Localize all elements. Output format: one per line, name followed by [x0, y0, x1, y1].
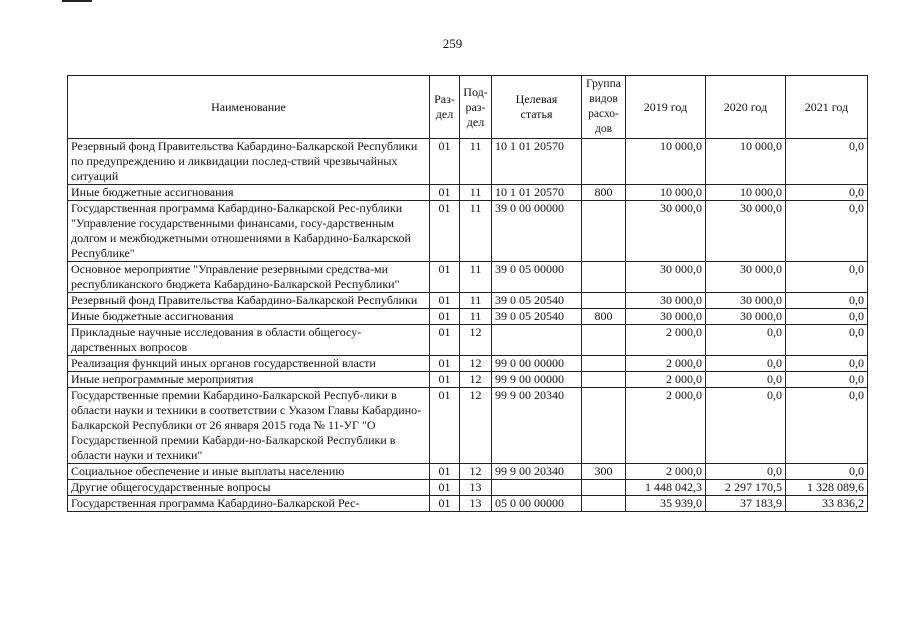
cell-target-article	[492, 325, 582, 356]
table-row	[68, 496, 868, 512]
cell-2019: 10 000,0	[626, 139, 706, 185]
cell-2020: 0,0	[706, 325, 786, 356]
cell-2019: 30 000,0	[626, 309, 706, 325]
cell-subsection: 11	[460, 185, 492, 201]
cell-target-article: 99 9 00 20340	[492, 464, 582, 480]
cell-2021: 33 836,2	[786, 496, 868, 512]
cell-2019: 10 000,0	[626, 185, 706, 201]
cell-subsection: 11	[460, 293, 492, 309]
cell-2021: 0,0	[786, 464, 868, 480]
cell-2021: 1 328 089,6	[786, 480, 868, 496]
cell-2021: 0,0	[786, 185, 868, 201]
cell-section: 01	[430, 139, 460, 185]
table-row	[68, 372, 868, 388]
cell-2021: 0,0	[786, 139, 868, 185]
cell-2021: 0,0	[786, 372, 868, 388]
cell-name: Государственная программа Кабардино-Балкарской Рес-	[68, 496, 430, 512]
cell-expense-group: 800	[582, 309, 626, 325]
cell-2019: 2 000,0	[626, 356, 706, 372]
header-2020: 2020 год	[706, 76, 786, 139]
table-row	[68, 480, 868, 496]
table-row	[68, 356, 868, 372]
cell-section: 01	[430, 464, 460, 480]
cell-expense-group	[582, 325, 626, 356]
cell-target-article: 05 0 00 00000	[492, 496, 582, 512]
cell-expense-group: 800	[582, 185, 626, 201]
cell-2021: 0,0	[786, 309, 868, 325]
cell-expense-group	[582, 356, 626, 372]
cell-target-article: 39 0 05 20540	[492, 309, 582, 325]
cell-2021: 0,0	[786, 388, 868, 464]
cell-name: Основное мероприятие "Управление резервными средства-ми республиканского бюджета Кабардино-Балкарской Республики"	[68, 262, 430, 293]
cell-target-article: 99 9 00 20340	[492, 388, 582, 464]
cell-2020: 30 000,0	[706, 309, 786, 325]
cell-expense-group	[582, 293, 626, 309]
cell-name: Иные непрограммные мероприятия	[68, 372, 430, 388]
header-section: Раз- дел	[430, 76, 460, 139]
page-number: 259	[442, 36, 463, 51]
header-2021: 2021 год	[786, 76, 868, 139]
budget-table	[67, 75, 868, 512]
cell-name: Прикладные научные исследования в области общегосу-дарственных вопросов	[68, 325, 430, 356]
table-row	[68, 262, 868, 293]
cell-2019: 35 939,0	[626, 496, 706, 512]
cell-section: 01	[430, 388, 460, 464]
table-body	[68, 139, 868, 512]
cell-expense-group	[582, 480, 626, 496]
cell-2021: 0,0	[786, 201, 868, 262]
cell-section: 01	[430, 309, 460, 325]
header-target-article: Целевая статья	[492, 76, 582, 139]
cell-name: Резервный фонд Правительства Кабардино-Балкарской Республики по предупреждению и ликвидации послед-ствий чрезвычайных ситуаций	[68, 139, 430, 185]
cell-2019: 30 000,0	[626, 201, 706, 262]
cell-name: Социальное обеспечение и иные выплаты населению	[68, 464, 430, 480]
cell-section: 01	[430, 293, 460, 309]
cell-subsection: 13	[460, 480, 492, 496]
cell-name: Государственные премии Кабардино-Балкарской Респуб-лики в области науки и техники в соответствии с Указом Главы Кабардино-Балкарской Республики от 26 января 2015 года № 11-УГ "О Государственной премии Кабарди-но-Балкарской Республики в области науки и техники"	[68, 388, 430, 464]
cell-2019: 30 000,0	[626, 262, 706, 293]
cell-expense-group	[582, 262, 626, 293]
cell-2021: 0,0	[786, 356, 868, 372]
cell-expense-group: 300	[582, 464, 626, 480]
header-subsection: Под- раз- дел	[460, 76, 492, 139]
table-row	[68, 185, 868, 201]
cell-2020: 2 297 170,5	[706, 480, 786, 496]
cell-expense-group	[582, 372, 626, 388]
cell-2021: 0,0	[786, 262, 868, 293]
cell-subsection: 12	[460, 356, 492, 372]
cell-2019: 2 000,0	[626, 372, 706, 388]
cell-name: Иные бюджетные ассигнования	[68, 309, 430, 325]
cell-2020: 0,0	[706, 388, 786, 464]
cell-target-article: 39 0 05 00000	[492, 262, 582, 293]
cell-expense-group	[582, 201, 626, 262]
table-row	[68, 201, 868, 262]
cell-name: Реализация функций иных органов государственной власти	[68, 356, 430, 372]
cell-2019: 2 000,0	[626, 388, 706, 464]
header-name: Наименование	[68, 76, 430, 139]
cell-subsection: 12	[460, 464, 492, 480]
cell-subsection: 13	[460, 496, 492, 512]
cell-section: 01	[430, 496, 460, 512]
cell-expense-group	[582, 139, 626, 185]
cell-subsection: 12	[460, 388, 492, 464]
cell-2020: 0,0	[706, 356, 786, 372]
table-row	[68, 139, 868, 185]
cell-2020: 30 000,0	[706, 201, 786, 262]
cell-target-article: 99 9 00 00000	[492, 372, 582, 388]
cell-target-article: 39 0 00 00000	[492, 201, 582, 262]
cell-target-article: 10 1 01 20570	[492, 139, 582, 185]
cell-section: 01	[430, 480, 460, 496]
cell-section: 01	[430, 372, 460, 388]
cell-target-article: 10 1 01 20570	[492, 185, 582, 201]
cell-2020: 0,0	[706, 372, 786, 388]
cell-name: Иные бюджетные ассигнования	[68, 185, 430, 201]
cell-section: 01	[430, 262, 460, 293]
cell-name: Другие общегосударственные вопросы	[68, 480, 430, 496]
cell-section: 01	[430, 325, 460, 356]
cell-subsection: 11	[460, 139, 492, 185]
cell-target-article: 99 0 00 00000	[492, 356, 582, 372]
cell-2019: 30 000,0	[626, 293, 706, 309]
cell-subsection: 11	[460, 262, 492, 293]
cell-2020: 0,0	[706, 464, 786, 480]
table-row	[68, 293, 868, 309]
table-row	[68, 309, 868, 325]
cell-section: 01	[430, 185, 460, 201]
cell-name: Государственная программа Кабардино-Балкарской Рес-публики "Управление государственными финансами, госу-дарственным долгом и межбюджетными отношениями в Кабардино-Балкарской Республике"	[68, 201, 430, 262]
header-2019: 2019 год	[626, 76, 706, 139]
table-row	[68, 325, 868, 356]
cell-2019: 2 000,0	[626, 464, 706, 480]
cell-2019: 2 000,0	[626, 325, 706, 356]
table-row	[68, 388, 868, 464]
cell-target-article: 39 0 05 20540	[492, 293, 582, 309]
cell-section: 01	[430, 201, 460, 262]
cell-2020: 30 000,0	[706, 293, 786, 309]
cell-section: 01	[430, 356, 460, 372]
cell-subsection: 12	[460, 325, 492, 356]
cell-2021: 0,0	[786, 325, 868, 356]
corner-mark	[62, 0, 92, 2]
cell-expense-group	[582, 388, 626, 464]
header-expense-group: Группа видов расхо- дов	[582, 76, 626, 139]
cell-2020: 30 000,0	[706, 262, 786, 293]
cell-2021: 0,0	[786, 293, 868, 309]
cell-name: Резервный фонд Правительства Кабардино-Балкарской Республики	[68, 293, 430, 309]
cell-target-article	[492, 480, 582, 496]
header-row	[68, 76, 868, 139]
cell-subsection: 11	[460, 309, 492, 325]
cell-subsection: 12	[460, 372, 492, 388]
cell-subsection: 11	[460, 201, 492, 262]
cell-2019: 1 448 042,3	[626, 480, 706, 496]
cell-2020: 37 183,9	[706, 496, 786, 512]
cell-2020: 10 000,0	[706, 185, 786, 201]
table-row	[68, 464, 868, 480]
cell-2020: 10 000,0	[706, 139, 786, 185]
cell-expense-group	[582, 496, 626, 512]
